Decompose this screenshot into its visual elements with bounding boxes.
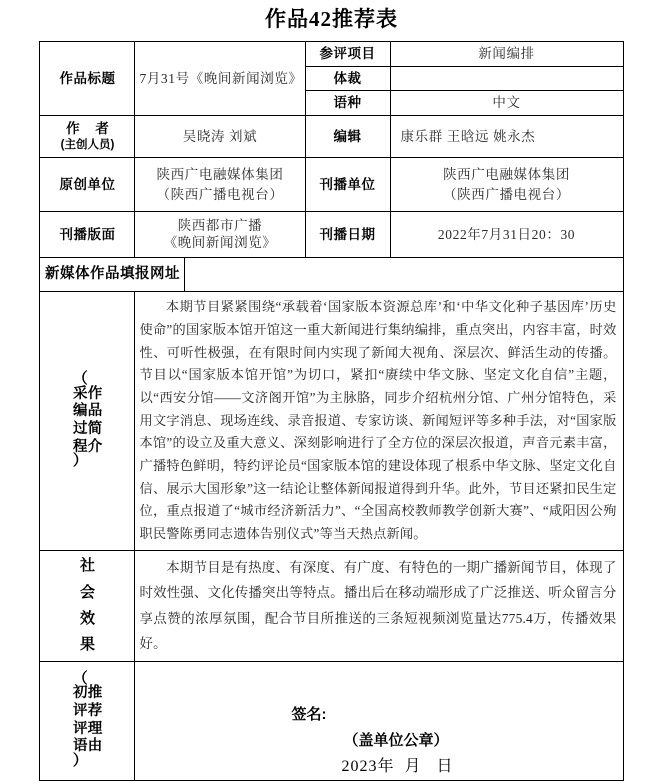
social-effect-body-text: 本期节目是有热度、有深度、有广度、有特色的一期广播新闻节目，体现了时效性强、文化传播突出等特点。播出后在移动端形成了广泛推送、听众留言分享点赞的浓厚氛围，配合节目所推送的三条短视频浏览量达775.4万，传播效果好。	[139, 559, 617, 652]
intro-paren-close: ）	[72, 453, 88, 470]
publish-unit-line1: 陕西广电融媒体集团	[443, 167, 570, 183]
work-title-value[interactable]: 7月31号《晚间新闻浏览》	[135, 42, 305, 116]
recommendation-form-table	[39, 41, 623, 781]
publish-page-line2: 《晚间新闻浏览》	[163, 234, 277, 250]
rec-label-char-1: 推	[87, 685, 103, 702]
signature-date-month: 月	[404, 757, 422, 775]
recommendation-label-paren	[72, 671, 88, 770]
recommendation-label	[40, 661, 135, 780]
author-sub-label: (主创人员)	[60, 138, 115, 151]
table-row-author	[40, 115, 623, 157]
signature-area[interactable]	[135, 662, 622, 780]
signature-label: 签名:	[291, 705, 327, 723]
intro-label-main	[88, 386, 103, 457]
rec-paren-char-3: 评	[72, 720, 88, 737]
table-row-recommendation	[40, 661, 623, 780]
intro-paren-char-3: 过	[72, 420, 88, 437]
page-title: 作品42推荐表	[265, 7, 398, 31]
table-row-new-media-url	[40, 258, 623, 292]
publish-page-line1: 陕西都市广播	[177, 217, 263, 233]
table-row-publish-page	[40, 212, 623, 258]
rec-label-char-3: 理	[87, 720, 103, 737]
recommendation-body-cell[interactable]	[135, 661, 623, 780]
rec-paren-char-4: 语	[72, 738, 88, 755]
intro-label-paren	[72, 371, 88, 470]
recommendation-form-page	[0, 7, 663, 781]
signature-date-day: 日	[436, 757, 454, 775]
intro-body-cell[interactable]	[135, 292, 623, 551]
seal-note: （盖单位公章）	[343, 731, 449, 749]
social-label-char-4: 果	[79, 636, 95, 654]
intro-label-char-3: 简	[87, 420, 103, 437]
recommendation-label-main	[88, 685, 103, 756]
signature-date[interactable]	[341, 755, 453, 778]
publish-unit-label: 刊播单位	[305, 158, 390, 212]
social-effect-body-cell[interactable]	[135, 550, 623, 661]
intro-label-char-4: 介	[87, 438, 103, 455]
editor-label: 编辑	[305, 115, 390, 157]
work-title-label: 作品标题	[40, 42, 135, 116]
table-row-origin-unit	[40, 158, 623, 212]
signature-date-year: 2023年	[341, 757, 395, 775]
genre-value[interactable]	[390, 66, 623, 91]
origin-unit-line2: （陕西广播电视台）	[156, 186, 284, 202]
publish-page-value[interactable]	[135, 212, 305, 258]
rec-paren-open: （	[72, 671, 88, 688]
social-label-char-2: 会	[79, 583, 95, 601]
rec-paren-char-1: 初	[72, 685, 88, 702]
intro-label	[40, 292, 135, 551]
intro-paren-char-1: 采	[72, 385, 88, 402]
publish-page-label: 刊播版面	[40, 212, 135, 258]
origin-unit-value[interactable]	[135, 158, 305, 212]
language-value[interactable]: 中文	[390, 91, 623, 116]
table-row-work-title	[40, 42, 623, 67]
intro-label-stack	[44, 371, 130, 470]
intro-label-char-1: 作	[87, 385, 103, 402]
intro-body-text: 本期节目紧紧围绕“承载着‘国家版本资源总库’和‘中华文化种子基因库’历史使命”的国家版本馆开馆这一重大新闻进行集纳编排，重点突出，内容丰富，时效性、可听性极强，在有限时间内实现了新闻大视角、深层次、鲜活生动的传播。节目以“国家版本馆开馆”为切口，紧扣“赓续中华文脉、坚定文化自信”主题，以“西安分馆——文济阁开馆”为主脉胳，同步介绍杭州分馆、广州分馆特色，采用文字消息、现场连线、录音报道、专家访谈、新闻短评等多种手法，对“国家版本馆”的设立及重大意义、深刻影响进行了全方位的深层次报道，声音元素丰富，广播特色鲜明，特约评论员“国家版本馆的建设体现了根系中华文脉、坚定文化自信、展示大国形象”这一结论让整体新闻报道得到升华。此外，节目还紧扣民生定位，重点报道了“城市经济新活力”、“全国高校教师教学创新大赛”、“咸阳因公殉职民警陈勇同志遗体告别仪式”等当天热点新闻。	[139, 299, 617, 542]
author-value[interactable]: 吴晓涛 刘斌	[135, 115, 305, 157]
publish-date-label: 刊播日期	[305, 212, 390, 258]
origin-unit-label: 原创单位	[40, 158, 135, 212]
intro-paren-char-4: 程	[72, 438, 88, 455]
social-effect-label-stack	[44, 553, 130, 658]
review-item-label: 参评项目	[305, 42, 390, 67]
publish-unit-line2: （陕西广播电视台）	[443, 186, 570, 202]
social-label-char-3: 效	[79, 609, 95, 627]
social-effect-label	[40, 550, 135, 661]
author-label	[40, 115, 135, 157]
rec-label-char-2: 荐	[87, 703, 103, 720]
rec-label-char-4: 由	[87, 738, 103, 755]
review-item-value[interactable]: 新闻编排	[390, 42, 623, 67]
new-media-url-label: 新媒体作品填报网址	[40, 258, 185, 292]
intro-paren-char-2: 编	[72, 403, 88, 420]
intro-label-char-2: 品	[87, 403, 103, 420]
table-row-social-effect	[40, 550, 623, 661]
genre-label: 体裁	[305, 66, 390, 91]
editor-value[interactable]: 康乐群 王晗远 姚永杰	[390, 115, 623, 157]
recommendation-label-stack	[44, 671, 130, 770]
rec-paren-char-2: 评	[72, 703, 88, 720]
intro-paren-open: （	[72, 371, 88, 388]
language-label: 语种	[305, 91, 390, 116]
new-media-url-value[interactable]	[185, 258, 623, 292]
publish-date-value[interactable]: 2022年7月31日20：30	[390, 212, 623, 258]
rec-paren-close: ）	[72, 753, 88, 770]
origin-unit-line1: 陕西广电融媒体集团	[156, 167, 284, 183]
social-label-char-1: 社	[79, 557, 95, 575]
author-label-text: 作 者	[66, 120, 115, 136]
table-row-intro	[40, 292, 623, 551]
publish-unit-value[interactable]	[390, 158, 623, 212]
